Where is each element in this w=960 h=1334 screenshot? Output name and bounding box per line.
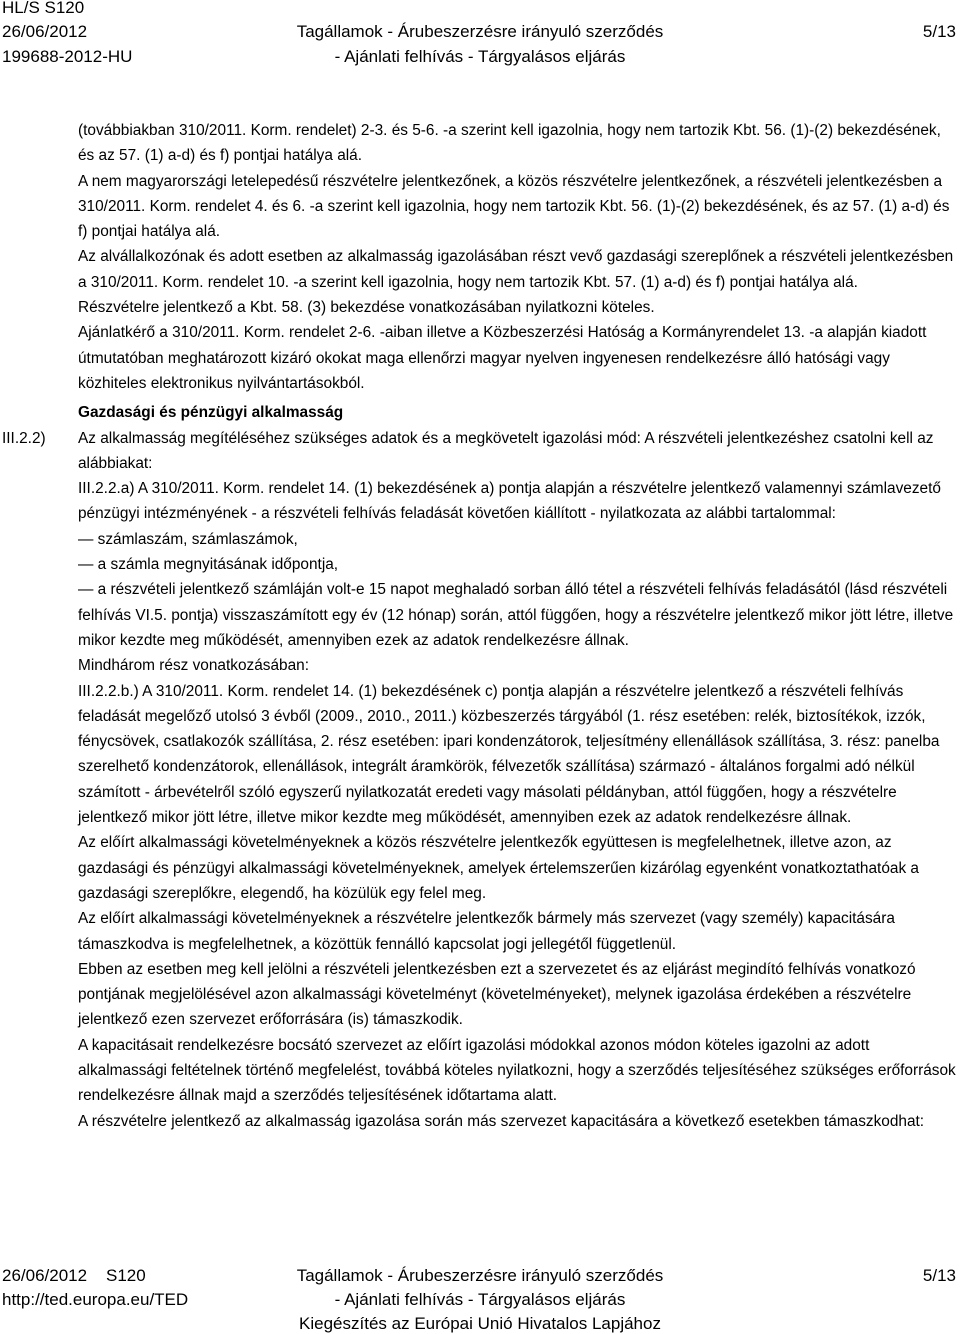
paragraph-2: A nem magyarországi letelepedésű részvételre jelentkezőnek, a közös részvételre jelentkezőnek, a részvételi jelentkezésben a 310/2011. Korm. rendelet 4. és 6. -a szerint kell igazolnia, hogy nem tartozik Kbt. 56. (1)-(2) bekezdésének, és az 57. (1) a-d) és f) pontjai hatálya alá. — [78, 172, 950, 241]
section-para-6: Az előírt alkalmassági követelményeknek a részvételre jelentkezők bármely más szervezet (vagy személy) kapacitására támaszkodva is megfelelhetnek, a közöttük fennálló kapcsolat jogi jellegétől függetlenül. — [78, 910, 895, 953]
page-footer — [0, 1262, 960, 1334]
footer-title: Tagállamok - Árubeszerzésre irányuló szerződés — [296, 1266, 664, 1285]
bullet-2: — a számla megnyitásának időpontja, — [78, 556, 339, 574]
header-date: 26/06/2012 — [2, 22, 88, 41]
paragraph-5: Ajánlatkérő a 310/2011. Korm. rendelet 2-6. -aiban illetve a Közbeszerzési Hatóság a Kormányrendelet 13. -a alapján kiadott útmutatóban meghatározott kizáró okokat maga ellenőrzi magyar nyelven ingyenesen rendelkezésre álló hatósági vagy közhiteles elektronikus nyilvántartásokból. — [78, 324, 927, 392]
header-ref: HL/S S120 — [2, 0, 85, 17]
section-para-8: A kapacitásait rendelkezésre bocsátó szervezet az előírt igazolási módokkal azonos módon köteles igazolni az adott alkalmassági feltételnek történő megfelelést, továbbá köteles nyilatkozni, hogy a szerződés teljesítéséhez szükséges erőforrások rendelkezésre állnak majd a szerződés teljesítésének időtartama alatt. — [78, 1036, 956, 1105]
header-title: Tagállamok - Árubeszerzésre irányuló szerződés — [296, 22, 664, 41]
footer-ref: S120 — [106, 1266, 146, 1285]
header-page-number: 5/13 — [922, 22, 956, 41]
section-para-9: A részvételre jelentkező az alkalmasság igazolása során más szervezet kapacitására a következő esetekben támaszkodhat: — [78, 1112, 925, 1130]
section-number: III.2.2) — [2, 430, 46, 447]
section-para-1: Az alkalmasság megítéléséhez szükséges adatok és a megkövetelt igazolási mód: A részvételi jelentkezéshez csatolni kell az alábbiakat: — [78, 429, 934, 472]
header-subtitle: - Ajánlati felhívás - Tárgyalásos eljárás — [334, 47, 626, 66]
section-title: Gazdasági és pénzügyi alkalmasság — [78, 404, 344, 422]
footer-subtitle: - Ajánlati felhívás - Tárgyalásos eljárás — [334, 1290, 626, 1309]
bullet-3: — a részvételi jelentkező számláján volt-e 15 napot meghaladó sorban álló tétel a részvételi felhívás feladásától (lásd részvételi felhívás VI.5. pontja) visszaszámított egy év (12 hónap) során, attól függően, hogy a részvételre jelentkező mikor jött létre, illetve mikor kezdte meg működését, amennyiben ezek az adatok rendelkezésre állnak. — [78, 581, 954, 649]
footer-page-number: 5/13 — [922, 1266, 956, 1285]
footer-supplement: Kiegészítés az Európai Unió Hivatalos Lapjához — [299, 1314, 661, 1333]
paragraph-4: Részvételre jelentkező a Kbt. 58. (3) bekezdése vonatkozásában nyilatkozni köteles. — [78, 299, 655, 317]
section-para-4: III.2.2.b.) A 310/2011. Korm. rendelet 14. (1) bekezdésének c) pontja alapján a részvételre jelentkező a részvételi felhívás feladását megelőző utolsó 3 évből (2009., 2010., 2011.) közbeszerzés tárgyából (1. rész esetében: relék, biztosítékok, izzók, fénycsövek, csatlakozók szállítása, 2. rész esetében: ipari kondenzátorok, teljesítmény ellenállások szállítása, 3. rész: panelba szerelhető kondenzátorok, ellenállások, integrált áramkörök, félvezetők szállítása) származó - általános forgalmi adó nélkül számított - árbevételről szóló egyszerű nyilatkozatát eredeti vagy másolati példányban, attól függően, hogy a részvételre jelentkező mikor jött létre, illetve mikor kezdte meg működését, amennyiben ezek az adatok rendelkezésre állnak. — [78, 682, 940, 827]
section-para-2: III.2.2.a) A 310/2011. Korm. rendelet 14. (1) bekezdésének a) pontja alapján a részvételre jelentkező valamennyi számlavezető pénzügyi intézményének - a részvételi felhívás feladását követően kiállított - nyilatkozata az alábbi tartalommal: — [78, 480, 941, 523]
footer-url[interactable]: http://ted.europa.eu/TED — [2, 1290, 189, 1309]
section-para-5: Az előírt alkalmassági követelményeknek a közös részvételre jelentkezők együttesen is megfelelhetnek, illetve azon, az gazdasági és pénzügyi alkalmassági követelményeknek, amelyek értelemszerűen kizárólag egyenként vonatkoztathatóak a gazdasági szereplőkre, elegendő, ha közülük egy felel meg. — [78, 834, 919, 902]
content-block — [78, 118, 956, 1134]
page-header — [0, 0, 960, 70]
bullet-1: — számlaszám, számlaszámok, — [78, 530, 298, 548]
paragraph-3: Az alvállalkozónak és adott esetben az alkalmasság igazolásában részt vevő gazdasági szereplőnek a részvételi jelentkezésben a 310/2011. Korm. rendelet 10. -a szerint kell igazolnia, hogy nem tartozik Kbt. 57. (1) a-d) és f) pontjai hatálya alá. — [78, 248, 954, 291]
section-para-3: Mindhárom rész vonatkozásában: — [78, 657, 309, 675]
paragraph-1: (továbbiakban 310/2011. Korm. rendelet) 2-3. és 5-6. -a szerint kell igazolnia, hogy nem tartozik Kbt. 56. (1)-(2) bekezdésének, és az 57. (1) a-d) és f) pontjai hatálya alá. — [78, 122, 941, 165]
footer-date: 26/06/2012 — [2, 1266, 88, 1285]
header-doc-id: 199688-2012-HU — [2, 47, 133, 66]
section-para-7: Ebben az esetben meg kell jelölni a részvételi jelentkezésben ezt a szervezetet és az eljárást megindító felhívás vonatkozó pontjának megjelölésével azon alkalmassági követelményt (követelményeket), melynek igazolása érdekében a részvételre jelentkező ezen szervezet erőforrására (is) támaszkodik. — [78, 960, 916, 1029]
